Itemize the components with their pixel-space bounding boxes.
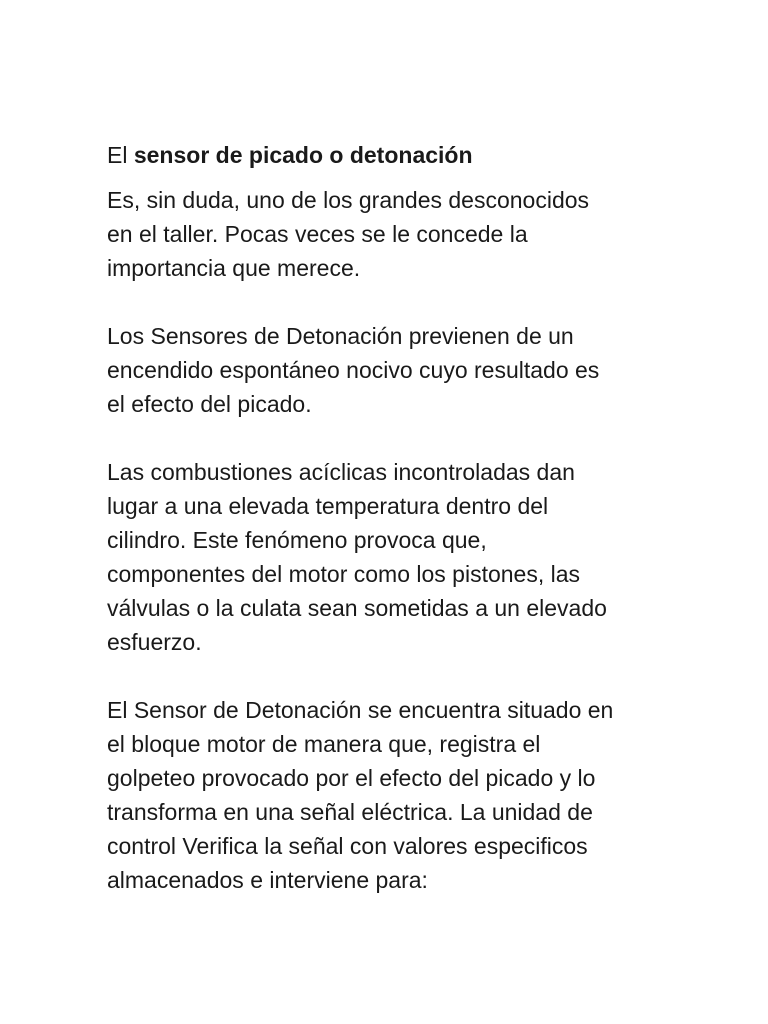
text-line: almacenados e interviene para: bbox=[107, 867, 428, 893]
text-line: Las combustiones acíclicas incontroladas dan bbox=[107, 459, 575, 485]
paragraph-intro bbox=[107, 183, 687, 285]
text-line: cilindro. Este fenómeno provoca que, bbox=[107, 527, 487, 553]
text-line: componentes del motor como los pistones, las bbox=[107, 561, 581, 587]
title-prefix: El bbox=[107, 142, 128, 168]
text-line: importancia que merece. bbox=[107, 255, 361, 281]
text-line: el bloque motor de manera que, registra el bbox=[107, 731, 541, 757]
text-line: transforma en una señal eléctrica. La unidad de bbox=[107, 799, 593, 825]
text-line: en el taller. Pocas veces se le concede la bbox=[107, 221, 528, 247]
text-line: Es, sin duda, uno de los grandes desconocidos bbox=[107, 187, 590, 213]
title-bold: sensor de picado o detonación bbox=[133, 142, 473, 168]
text-line: lugar a una elevada temperatura dentro del bbox=[107, 493, 549, 519]
text-line: Los Sensores de Detonación previenen de un bbox=[107, 323, 574, 349]
text-line: control Verifica la señal con valores especificos bbox=[107, 833, 588, 859]
paragraph-prevention bbox=[107, 319, 687, 421]
document-page bbox=[107, 138, 687, 897]
document-title bbox=[107, 138, 687, 172]
text-line: El Sensor de Detonación se encuentra situado en bbox=[107, 697, 614, 723]
text-line: encendido espontáneo nocivo cuyo resultado es bbox=[107, 357, 600, 383]
text-line: el efecto del picado. bbox=[107, 391, 312, 417]
text-line: golpeteo provocado por el efecto del picado y lo bbox=[107, 765, 596, 791]
paragraph-combustion bbox=[107, 455, 687, 659]
text-line: válvulas o la culata sean sometidas a un elevado bbox=[107, 595, 607, 621]
paragraph-location bbox=[107, 693, 687, 897]
text-line: esfuerzo. bbox=[107, 629, 202, 655]
